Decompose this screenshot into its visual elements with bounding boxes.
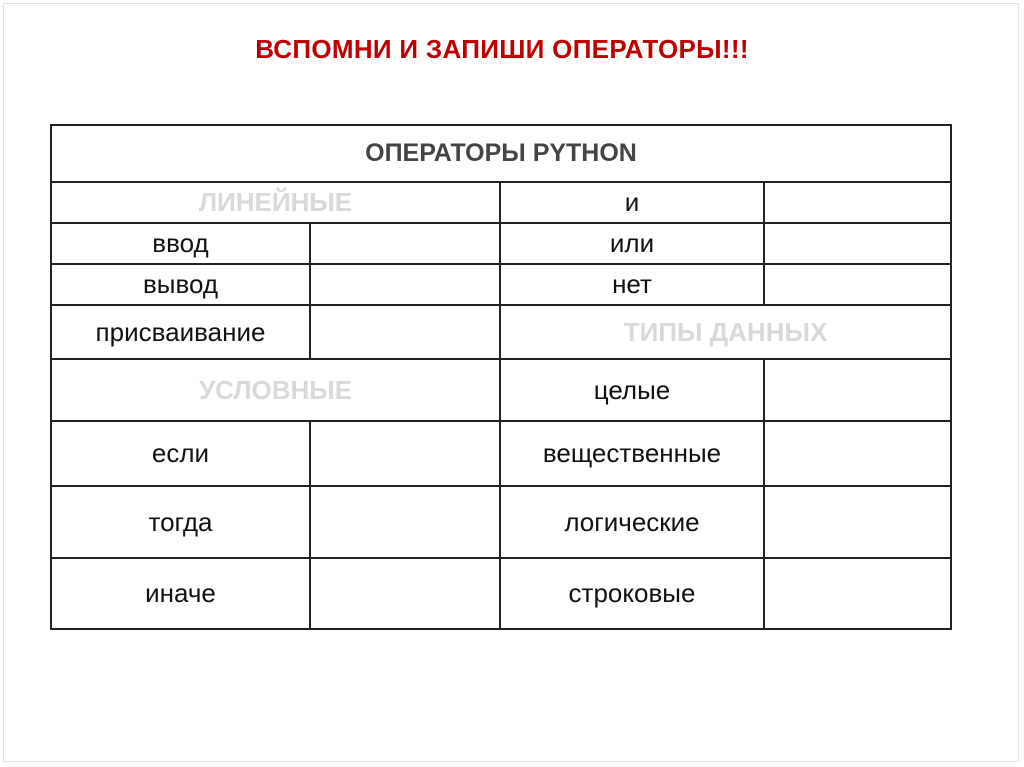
- table-row: [51, 359, 951, 421]
- table-row: [51, 305, 951, 359]
- answer-cell-then[interactable]: [310, 486, 500, 558]
- slide-title: ВСПОМНИ И ЗАПИШИ ОПЕРАТОРЫ!!!: [255, 34, 749, 64]
- answer-cell-float[interactable]: [764, 421, 951, 486]
- answer-cell-else[interactable]: [310, 558, 500, 629]
- table-row: [51, 182, 951, 223]
- logical-label-not: нет: [500, 264, 764, 305]
- conditional-label-if: если: [51, 421, 310, 486]
- table-row: [51, 486, 951, 558]
- type-label-boolean: логические: [500, 486, 764, 558]
- answer-cell-or[interactable]: [764, 223, 951, 264]
- linear-label-assignment: присваивание: [51, 305, 310, 359]
- type-label-string: строковые: [500, 558, 764, 629]
- table-header-row: [51, 125, 951, 182]
- table-header: ОПЕРАТОРЫ PYTHON: [51, 125, 951, 182]
- table-row: [51, 558, 951, 629]
- linear-label-input: ввод: [51, 223, 310, 264]
- answer-cell-and[interactable]: [764, 182, 951, 223]
- answer-cell-assignment[interactable]: [310, 305, 500, 359]
- answer-cell-boolean[interactable]: [764, 486, 951, 558]
- answer-cell-integer[interactable]: [764, 359, 951, 421]
- type-label-integer: целые: [500, 359, 764, 421]
- answer-cell-output[interactable]: [310, 264, 500, 305]
- answer-cell-not[interactable]: [764, 264, 951, 305]
- conditional-label-then: тогда: [51, 486, 310, 558]
- answer-cell-string[interactable]: [764, 558, 951, 629]
- operators-table: [50, 124, 952, 630]
- table-row: [51, 223, 951, 264]
- section-conditional: УСЛОВНЫЕ: [51, 359, 500, 421]
- logical-label-or: или: [500, 223, 764, 264]
- table-row: [51, 421, 951, 486]
- linear-label-output: вывод: [51, 264, 310, 305]
- conditional-label-else: иначе: [51, 558, 310, 629]
- logical-label-and: и: [500, 182, 764, 223]
- answer-cell-input[interactable]: [310, 223, 500, 264]
- table-row: [51, 264, 951, 305]
- type-label-float: вещественные: [500, 421, 764, 486]
- section-data-types: ТИПЫ ДАННЫХ: [500, 305, 951, 359]
- section-linear: ЛИНЕЙНЫЕ: [51, 182, 500, 223]
- answer-cell-if[interactable]: [310, 421, 500, 486]
